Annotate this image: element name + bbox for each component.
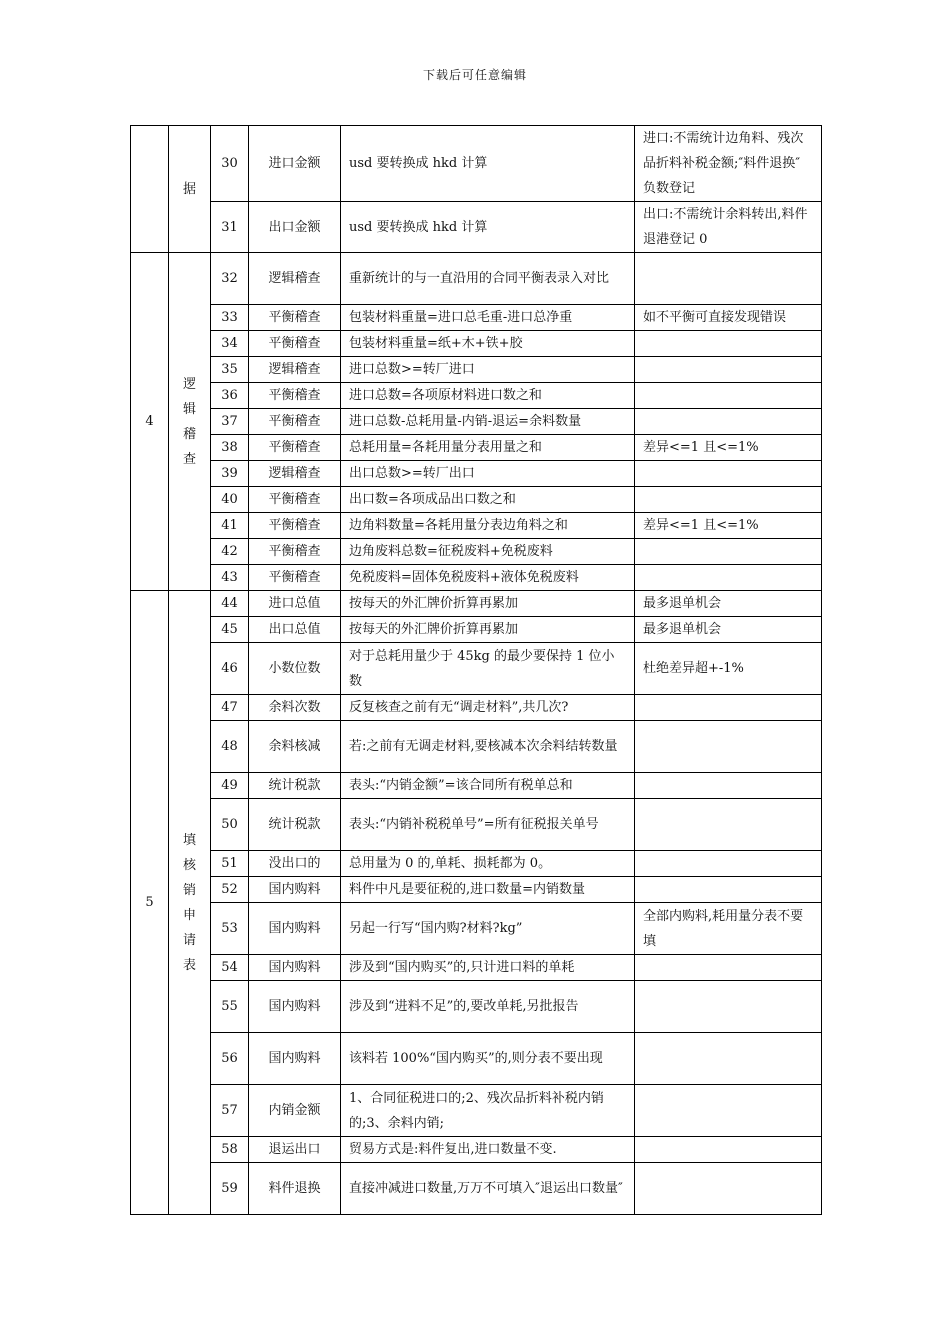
table-row (131, 903, 822, 955)
item-note (635, 773, 822, 799)
item-note: 杜绝差异超+-1% (635, 643, 822, 695)
item-note: 如不平衡可直接发现错误 (635, 305, 822, 331)
item-note: 最多退单机会 (635, 591, 822, 617)
item-type: 平衡稽查 (249, 487, 341, 513)
item-description: 涉及到“进料不足”的,要改单耗,另批报告 (341, 981, 635, 1033)
item-number: 51 (211, 851, 249, 877)
item-note: 全部内购料,耗用量分表不要填 (635, 903, 822, 955)
table-row (131, 643, 822, 695)
item-note (635, 409, 822, 435)
item-description: 若:之前有无调走材料,要核减本次余料结转数量 (341, 721, 635, 773)
item-note (635, 695, 822, 721)
item-note (635, 799, 822, 851)
item-number: 32 (211, 253, 249, 305)
item-type: 国内购料 (249, 1033, 341, 1085)
item-description: 按每天的外汇牌价折算再累加 (341, 617, 635, 643)
item-number: 39 (211, 461, 249, 487)
page-header: 下载后可任意编辑 (422, 68, 527, 82)
item-description: 按每天的外汇牌价折算再累加 (341, 591, 635, 617)
table-row (131, 721, 822, 773)
section-category-label: 填核销申请表 (182, 832, 196, 973)
table-row (131, 591, 822, 617)
item-type: 余料核减 (249, 721, 341, 773)
item-number: 40 (211, 487, 249, 513)
table-row (131, 253, 822, 305)
table-row (131, 435, 822, 461)
item-number: 34 (211, 331, 249, 357)
item-description: 免税废料=固体免税废料+液体免税废料 (341, 565, 635, 591)
table-row (131, 409, 822, 435)
item-type: 平衡稽查 (249, 383, 341, 409)
table-row (131, 565, 822, 591)
item-description: 边角料数量=各耗用量分表边角料之和 (341, 513, 635, 539)
item-description: 该料若 100%“国内购买”的,则分表不要出现 (341, 1033, 635, 1085)
item-note (635, 1137, 822, 1163)
table-row (131, 202, 822, 253)
item-number: 57 (211, 1085, 249, 1137)
item-note (635, 357, 822, 383)
section-category-label: 据 (182, 181, 196, 197)
item-type: 余料次数 (249, 695, 341, 721)
item-description: 总耗用量=各耗用量分表用量之和 (341, 435, 635, 461)
item-description: 包装材料重量=纸+木+铁+胶 (341, 331, 635, 357)
section-category (169, 253, 211, 591)
item-description: usd 要转换成 hkd 计算 (341, 202, 635, 253)
item-description: 涉及到“国内购买”的,只计进口料的单耗 (341, 955, 635, 981)
item-type: 退运出口 (249, 1137, 341, 1163)
item-number: 44 (211, 591, 249, 617)
item-description: 表头:“内销补税税单号”=所有征税报关单号 (341, 799, 635, 851)
item-number: 52 (211, 877, 249, 903)
item-number: 42 (211, 539, 249, 565)
item-type: 平衡稽查 (249, 539, 341, 565)
table-row (131, 331, 822, 357)
item-note (635, 1163, 822, 1215)
section-index: 4 (131, 253, 169, 591)
item-type: 平衡稽查 (249, 331, 341, 357)
item-note (635, 955, 822, 981)
item-number: 45 (211, 617, 249, 643)
item-description: 贸易方式是:料件复出,进口数量不变. (341, 1137, 635, 1163)
item-note (635, 1033, 822, 1085)
table-row (131, 955, 822, 981)
item-description: 表头:“内销金额”=该合同所有税单总和 (341, 773, 635, 799)
item-note (635, 565, 822, 591)
table-row (131, 383, 822, 409)
item-number: 38 (211, 435, 249, 461)
item-note (635, 851, 822, 877)
item-number: 48 (211, 721, 249, 773)
table-row (131, 126, 822, 202)
item-description: 另起一行写“国内购?材料?kg” (341, 903, 635, 955)
item-number: 31 (211, 202, 249, 253)
table-row (131, 799, 822, 851)
item-type: 进口总值 (249, 591, 341, 617)
table-row (131, 1085, 822, 1137)
item-type: 国内购料 (249, 877, 341, 903)
item-number: 30 (211, 126, 249, 202)
item-note (635, 1085, 822, 1137)
table-row (131, 1033, 822, 1085)
item-description: 出口总数>=转厂出口 (341, 461, 635, 487)
item-note: 最多退单机会 (635, 617, 822, 643)
table-row (131, 539, 822, 565)
item-note (635, 331, 822, 357)
item-note (635, 487, 822, 513)
item-number: 35 (211, 357, 249, 383)
item-number: 37 (211, 409, 249, 435)
item-number: 43 (211, 565, 249, 591)
item-number: 41 (211, 513, 249, 539)
item-type: 国内购料 (249, 955, 341, 981)
item-description: usd 要转换成 hkd 计算 (341, 126, 635, 202)
item-type: 平衡稽查 (249, 513, 341, 539)
item-note (635, 383, 822, 409)
item-type: 平衡稽查 (249, 409, 341, 435)
item-description: 进口总数=各项原材料进口数之和 (341, 383, 635, 409)
item-number: 46 (211, 643, 249, 695)
section-category (169, 591, 211, 1215)
checklist-table (130, 125, 822, 1215)
item-type: 没出口的 (249, 851, 341, 877)
item-number: 54 (211, 955, 249, 981)
item-note (635, 877, 822, 903)
item-type: 统计税款 (249, 799, 341, 851)
table-row (131, 851, 822, 877)
item-note: 差异<=1 且<=1% (635, 513, 822, 539)
item-note (635, 539, 822, 565)
item-number: 56 (211, 1033, 249, 1085)
table-row (131, 773, 822, 799)
table-row (131, 617, 822, 643)
item-description: 进口总数-总耗用量-内销-退运=余料数量 (341, 409, 635, 435)
item-description: 进口总数>=转厂进口 (341, 357, 635, 383)
item-note (635, 721, 822, 773)
item-type: 平衡稽查 (249, 435, 341, 461)
section-category (169, 126, 211, 253)
item-note (635, 981, 822, 1033)
item-type: 小数位数 (249, 643, 341, 695)
item-description: 反复核查之前有无“调走材料”,共几次? (341, 695, 635, 721)
item-type: 统计税款 (249, 773, 341, 799)
item-note: 出口:不需统计余料转出,料件退港登记 0 (635, 202, 822, 253)
item-type: 平衡稽查 (249, 305, 341, 331)
item-description: 1、合同征税进口的;2、残次品折料补税内销的;3、余料内销; (341, 1085, 635, 1137)
item-number: 58 (211, 1137, 249, 1163)
item-note (635, 461, 822, 487)
item-type: 出口总值 (249, 617, 341, 643)
item-note: 进口:不需统计边角料、残次品折料补税金额;″料件退换″负数登记 (635, 126, 822, 202)
table-row (131, 513, 822, 539)
item-description: 边角废料总数=征税废料+免税废料 (341, 539, 635, 565)
item-note: 差异<=1 且<=1% (635, 435, 822, 461)
item-type: 逻辑稽查 (249, 461, 341, 487)
item-note (635, 253, 822, 305)
item-type: 逻辑稽查 (249, 357, 341, 383)
item-description: 总用量为 0 的,单耗、损耗都为 0。 (341, 851, 635, 877)
item-number: 33 (211, 305, 249, 331)
item-type: 料件退换 (249, 1163, 341, 1215)
table-row (131, 357, 822, 383)
item-type: 国内购料 (249, 903, 341, 955)
item-number: 55 (211, 981, 249, 1033)
item-type: 出口金额 (249, 202, 341, 253)
item-type: 国内购料 (249, 981, 341, 1033)
section-index (131, 126, 169, 253)
item-type: 平衡稽查 (249, 565, 341, 591)
item-type: 逻辑稽查 (249, 253, 341, 305)
table-row (131, 305, 822, 331)
item-type: 进口金额 (249, 126, 341, 202)
item-type: 内销金额 (249, 1085, 341, 1137)
table-row (131, 487, 822, 513)
item-number: 59 (211, 1163, 249, 1215)
item-description: 料件中凡是要征税的,进口数量=内销数量 (341, 877, 635, 903)
table-row (131, 695, 822, 721)
item-number: 53 (211, 903, 249, 955)
table-row (131, 981, 822, 1033)
item-number: 50 (211, 799, 249, 851)
section-index: 5 (131, 591, 169, 1215)
item-number: 36 (211, 383, 249, 409)
item-number: 47 (211, 695, 249, 721)
section-category-label: 逻辑稽查 (182, 376, 196, 467)
item-description: 出口数=各项成品出口数之和 (341, 487, 635, 513)
item-description: 重新统计的与一直沿用的合同平衡表录入对比 (341, 253, 635, 305)
item-description: 对于总耗用量少于 45kg 的最少要保持 1 位小数 (341, 643, 635, 695)
item-number: 49 (211, 773, 249, 799)
table-row (131, 877, 822, 903)
table-row (131, 1137, 822, 1163)
table-row (131, 461, 822, 487)
item-description: 直接冲减进口数量,万万不可填入″退运出口数量″ (341, 1163, 635, 1215)
item-description: 包装材料重量=进口总毛重-进口总净重 (341, 305, 635, 331)
table-row (131, 1163, 822, 1215)
